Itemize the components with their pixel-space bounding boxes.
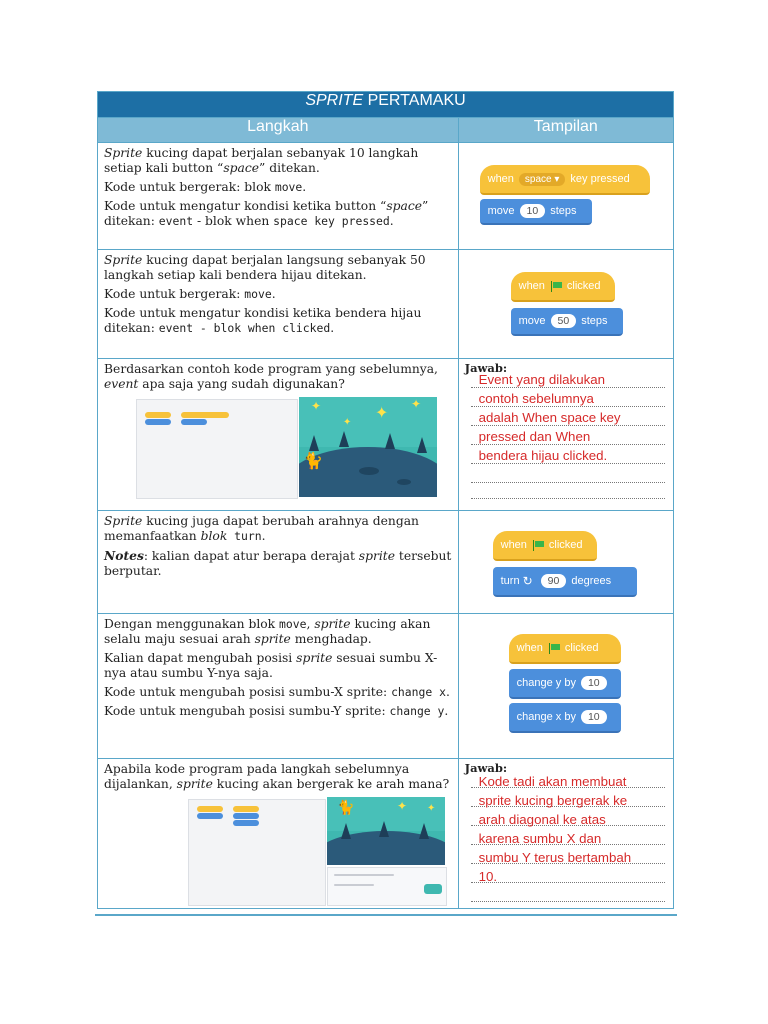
crater-shape: [397, 479, 411, 485]
bottom-rule: [95, 914, 677, 916]
code-term: event: [158, 214, 194, 228]
table-row: [98, 359, 674, 511]
text: kucing dapat berjalan langsung sebanyak 50 langkah setiap kali bendera hijau ditekan.: [104, 253, 426, 282]
value-input: 90: [541, 574, 567, 588]
text: Kode untuk mengubah posisi sumbu-X sprite:: [104, 685, 392, 699]
block-label: move: [518, 315, 546, 327]
text: Berdasarkan contoh kode program yang sebelumnya,: [104, 362, 438, 376]
step-cell: [98, 143, 459, 250]
text: ” ditekan:: [104, 199, 429, 228]
code-term: change x: [391, 685, 446, 699]
block-label: when: [518, 280, 545, 292]
block-label: when: [487, 173, 514, 185]
move-steps-block: [511, 308, 623, 336]
step-paragraph: [104, 685, 452, 700]
answer-label: Jawab:: [464, 761, 508, 775]
table-row: [98, 511, 674, 614]
display-cell: [458, 250, 673, 359]
text: apa saja yang sudah digunakan?: [138, 377, 345, 391]
text: Kode untuk bergerak: blok: [104, 180, 275, 194]
sprite-info-panel: [327, 867, 447, 906]
title-italic: SPRITE: [305, 92, 364, 109]
handwritten-answer: karena sumbu X dan: [478, 831, 602, 846]
code-term: turn: [227, 529, 262, 543]
step-paragraph: [104, 362, 452, 392]
step-paragraph: [104, 704, 452, 719]
text: kucing akan selalu maju sesuai arah: [104, 617, 431, 646]
text: Kode untuk mengatur kondisi ketika bendera hijau ditekan:: [104, 306, 422, 335]
tree-shape: [309, 435, 319, 451]
block-label: steps: [550, 205, 577, 217]
tree-shape: [339, 431, 349, 447]
table-row: [98, 250, 674, 359]
answer-line: [471, 498, 665, 499]
code-term: change y: [389, 704, 445, 718]
handwritten-answer: bendera hijau clicked.: [478, 448, 608, 463]
star-icon: ✦: [343, 417, 352, 428]
italic-term: blok: [200, 529, 228, 543]
step-paragraph: [104, 651, 452, 681]
mini-divider: [334, 874, 394, 876]
answer-cell: [458, 759, 673, 909]
block-label: change y by: [516, 677, 576, 689]
block-label: when: [500, 539, 527, 551]
text: : kalian dapat atur berapa derajat: [143, 549, 359, 563]
text: menghadap.: [290, 632, 372, 646]
worksheet-table: [97, 91, 674, 909]
mini-event-block: [197, 806, 223, 812]
mini-event-block: [233, 806, 259, 812]
block-label: move: [487, 205, 515, 217]
move-steps-block: [480, 199, 592, 225]
star-icon: ✦: [375, 403, 389, 422]
italic-term: event: [104, 377, 139, 391]
answer-line: [471, 901, 665, 902]
tree-shape: [385, 433, 395, 449]
when-flag-clicked-block: [511, 272, 615, 302]
handwritten-answer: contoh sebelumnya: [478, 391, 594, 406]
italic-term: Sprite: [104, 146, 143, 160]
value-input: 10: [581, 710, 607, 724]
display-cell: [458, 614, 673, 759]
tree-shape: [379, 821, 389, 837]
cat-sprite-icon: 🐈: [337, 800, 355, 816]
italic-term: Sprite: [104, 514, 143, 528]
text: kucing akan bergerak ke arah mana?: [212, 777, 450, 791]
text: Apabila kode program pada langkah sebelumnya dijalankan,: [104, 762, 410, 791]
mini-event-block: [145, 412, 171, 418]
step-paragraph: [104, 617, 452, 647]
tree-shape: [417, 437, 427, 453]
text: Kode untuk bergerak:: [104, 287, 245, 301]
mini-motion-block: [145, 419, 171, 425]
value-input: 10: [520, 204, 546, 218]
scratch-code-area: [188, 799, 326, 906]
change-y-block: [509, 669, 621, 699]
text: ” ditekan.: [259, 161, 320, 175]
block-label: turn: [500, 575, 520, 587]
handwritten-answer: Kode tadi akan membuat: [478, 774, 627, 789]
italic-term: sprite: [176, 777, 213, 791]
green-flag-icon: [550, 281, 562, 292]
tree-shape: [419, 823, 429, 839]
display-cell: [458, 511, 673, 614]
italic-term: sprite: [358, 549, 396, 563]
key-dropdown: space ▾: [519, 173, 565, 186]
text: Kode untuk mengatur kondisi ketika button “: [104, 199, 387, 213]
block-label: clicked: [548, 539, 583, 551]
step-paragraph: [104, 253, 452, 283]
handwritten-answer: pressed dan When: [478, 429, 591, 444]
handwritten-answer: adalah When space key: [478, 410, 621, 425]
worksheet-title: [98, 92, 674, 118]
crater-shape: [359, 467, 379, 475]
text: .: [261, 529, 266, 543]
mini-divider: [334, 884, 374, 886]
when-key-pressed-block: [480, 165, 650, 195]
notes-label: Notes: [104, 548, 144, 563]
text: .: [444, 704, 449, 718]
handwritten-answer: arah diagonal ke atas: [478, 812, 606, 827]
mini-stage-thumbnail: [424, 884, 442, 894]
value-input: 10: [581, 676, 607, 690]
handwritten-answer: Event yang dilakukan: [478, 372, 606, 387]
mini-motion-block: [233, 820, 259, 826]
code-term: event - blok when clicked: [158, 321, 331, 335]
text: kucing dapat berjalan sebanyak 10 langkah setiap kali button “: [104, 146, 419, 175]
when-flag-clicked-block: [493, 531, 597, 561]
italic-term: Sprite: [104, 253, 143, 267]
step-cell: [98, 614, 459, 759]
star-icon: ✦: [397, 799, 408, 813]
green-flag-icon: [548, 643, 560, 654]
step-paragraph: [104, 548, 452, 579]
table-row: [98, 614, 674, 759]
italic-term: space: [223, 161, 260, 175]
mini-motion-block: [197, 813, 223, 819]
answer-line: [471, 482, 665, 483]
table-row: [98, 759, 674, 909]
handwritten-answer: sumbu Y terus bertambah: [478, 850, 632, 865]
block-label: key pressed: [570, 173, 630, 185]
step-paragraph: [104, 199, 452, 229]
text: Kode untuk mengubah posisi sumbu-Y sprite:: [104, 704, 390, 718]
step-paragraph: [104, 306, 452, 336]
text: .: [271, 287, 276, 301]
block-label: steps: [581, 315, 608, 327]
scratch-stage: [327, 797, 445, 865]
mini-motion-block: [181, 419, 207, 425]
value-input: 50: [551, 314, 577, 328]
text: sesuai sumbu X-nya atau sumbu Y-nya saja.: [104, 651, 438, 680]
mini-motion-block: [233, 813, 259, 819]
step-paragraph: [104, 146, 452, 176]
handwritten-answer: sprite kucing bergerak ke: [478, 793, 628, 808]
italic-term: sprite: [254, 632, 291, 646]
green-flag-icon: [532, 540, 544, 551]
text: tersebut berputar.: [104, 549, 452, 578]
table-row: [98, 143, 674, 250]
answer-label: Jawab:: [464, 361, 508, 375]
italic-term: sprite: [314, 617, 351, 631]
tree-shape: [341, 823, 351, 839]
rotate-clockwise-icon: ↻: [522, 574, 533, 588]
mini-event-block: [181, 412, 229, 418]
text: Kalian dapat mengubah posisi: [104, 651, 297, 665]
text: .: [302, 180, 307, 194]
text: Dengan menggunakan blok: [104, 617, 280, 631]
code-term: move: [279, 617, 307, 631]
code-term: move: [244, 287, 272, 301]
scratch-code-area: [136, 399, 298, 499]
turn-degrees-block: [493, 567, 637, 597]
step-paragraph: [104, 180, 452, 195]
block-label: degrees: [571, 575, 612, 587]
step-cell: [98, 359, 459, 511]
answer-cell: [458, 359, 673, 511]
column-header-tampilan: Tampilan: [458, 118, 673, 143]
star-icon: ✦: [427, 803, 436, 814]
text: kucing juga dapat berubah arahnya dengan memanfaatkan: [104, 514, 419, 543]
step-paragraph: [104, 514, 452, 544]
step-cell: [98, 759, 459, 909]
text: .: [445, 685, 450, 699]
step-cell: [98, 250, 459, 359]
scratch-stage: [299, 397, 437, 497]
cat-sprite-icon: 🐈: [303, 451, 323, 470]
text: .: [330, 321, 335, 335]
star-icon: ✦: [311, 399, 322, 413]
block-label: clicked: [564, 642, 599, 654]
italic-term: sprite: [296, 651, 333, 665]
step-paragraph: [104, 287, 452, 302]
text: ,: [306, 617, 315, 631]
text: - blok when: [193, 214, 274, 228]
answer-line: [471, 882, 665, 883]
handwritten-answer: 10.: [478, 869, 498, 884]
italic-term: space: [386, 199, 422, 213]
step-cell: [98, 511, 459, 614]
text: .: [389, 214, 394, 228]
block-label: when: [516, 642, 543, 654]
worksheet: [97, 91, 674, 909]
column-header-langkah: Langkah: [98, 118, 459, 143]
block-label: clicked: [566, 280, 601, 292]
title-rest: PERTAMAKU: [363, 92, 466, 109]
code-term: space key pressed: [273, 214, 390, 228]
star-icon: ✦: [411, 397, 422, 411]
code-term: move: [274, 180, 303, 194]
step-paragraph: [104, 762, 452, 792]
when-flag-clicked-block: [509, 634, 621, 664]
change-x-block: [509, 703, 621, 733]
block-label: change x by: [516, 711, 576, 723]
display-cell: [458, 143, 673, 250]
